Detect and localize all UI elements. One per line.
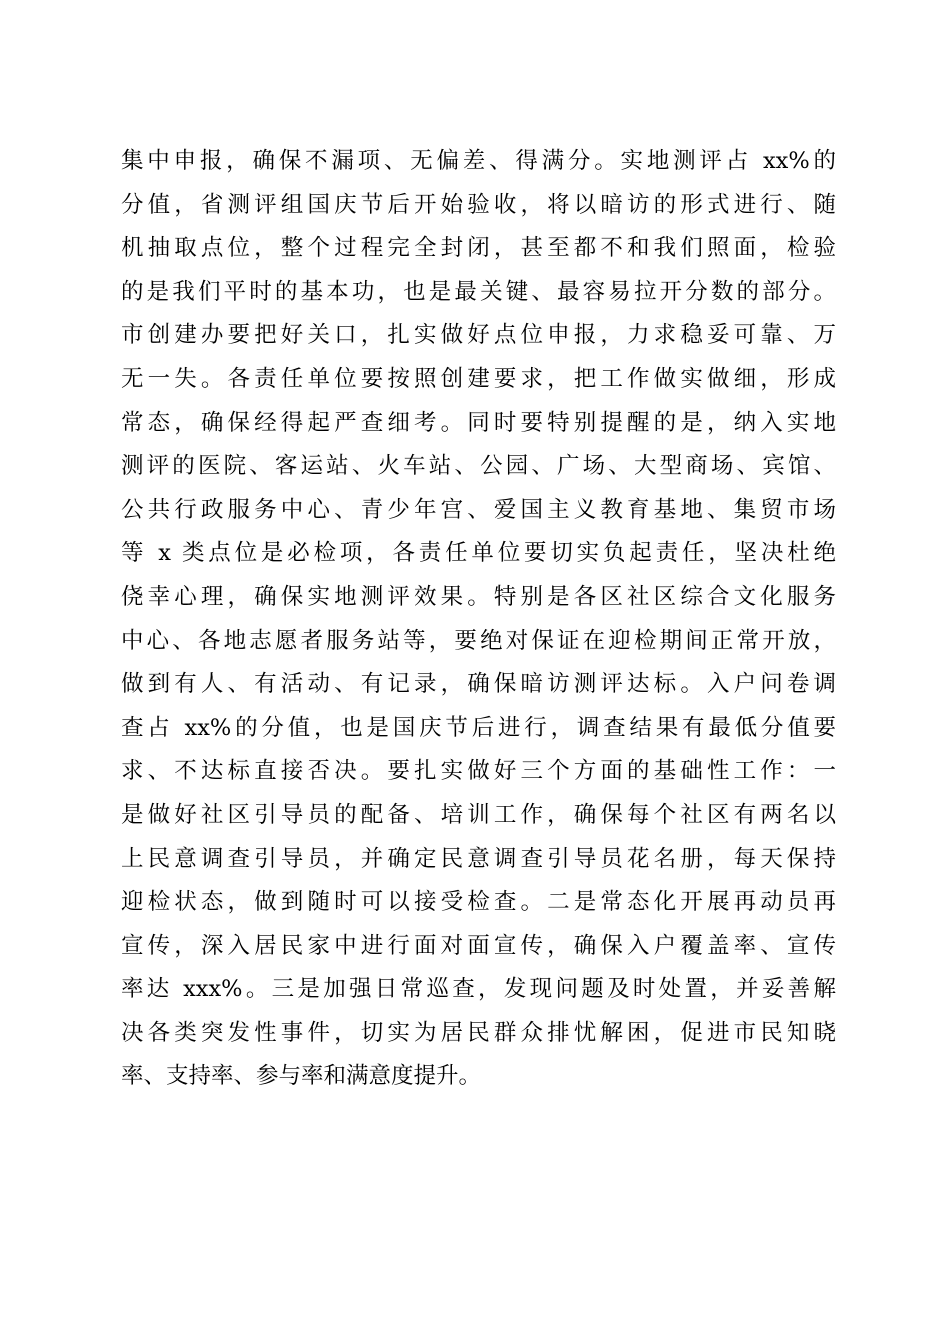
text-line: 分值，省测评组国庆节后开始验收，将以暗访的形式进行、随 — [121, 191, 836, 218]
text-line: 常态，确保经得起严查细考。同时要特别提醒的是，纳入实地 — [121, 409, 836, 436]
text-line: 集中申报，确保不漏项、无偏差、得满分。实地测评占 xx%的 — [121, 148, 836, 174]
body-paragraph — [121, 140, 836, 1099]
text-line: 宣传，深入居民家中进行面对面宣传，确保入户覆盖率、宣传 — [121, 932, 836, 959]
text-line: 侥幸心理，确保实地测评效果。特别是各区社区综合文化服务 — [121, 583, 836, 610]
text-line: 率达 xxx%。三是加强日常巡查，发现问题及时处置，并妥善解 — [121, 976, 836, 1003]
text-line: 测评的医院、客运站、火车站、公园、广场、大型商场、宾馆、 — [121, 453, 836, 480]
text-line: 决各类突发性事件，切实为居民群众排忧解困，促进市民知晓 — [121, 1019, 836, 1046]
text-line: 是做好社区引导员的配备、培训工作，确保每个社区有两名以 — [121, 801, 836, 828]
text-line: 无一失。各责任单位要按照创建要求，把工作做实做细，形成 — [121, 365, 836, 392]
text-line: 查占 xx%的分值，也是国庆节后进行，调查结果有最低分值要 — [121, 714, 836, 741]
text-line: 做到有人、有活动、有记录，确保暗访测评达标。入户问卷调 — [121, 671, 836, 698]
text-line: 等 x 类点位是必检项，各责任单位要切实负起责任，坚决杜绝 — [121, 540, 836, 567]
text-line: 中心、各地志愿者服务站等，要绝对保证在迎检期间正常开放， — [121, 627, 836, 654]
text-line: 市创建办要把好关口，扎实做好点位申报，力求稳妥可靠、万 — [121, 322, 836, 349]
text-line: 机抽取点位，整个过程完全封闭，甚至都不和我们照面，检验 — [121, 235, 836, 262]
text-line: 公共行政服务中心、青少年宫、爱国主义教育基地、集贸市场 — [121, 496, 836, 523]
text-line: 迎检状态，做到随时可以接受检查。二是常态化开展再动员再 — [121, 889, 836, 916]
text-line: 的是我们平时的基本功，也是最关键、最容易拉开分数的部分。 — [121, 278, 836, 305]
text-line-last: 率、支持率、参与率和满意度提升。 — [121, 1063, 482, 1090]
text-line: 求、不达标直接否决。要扎实做好三个方面的基础性工作：一 — [121, 758, 836, 785]
text-line: 上民意调查引导员，并确定民意调查引导员花名册，每天保持 — [121, 845, 836, 872]
